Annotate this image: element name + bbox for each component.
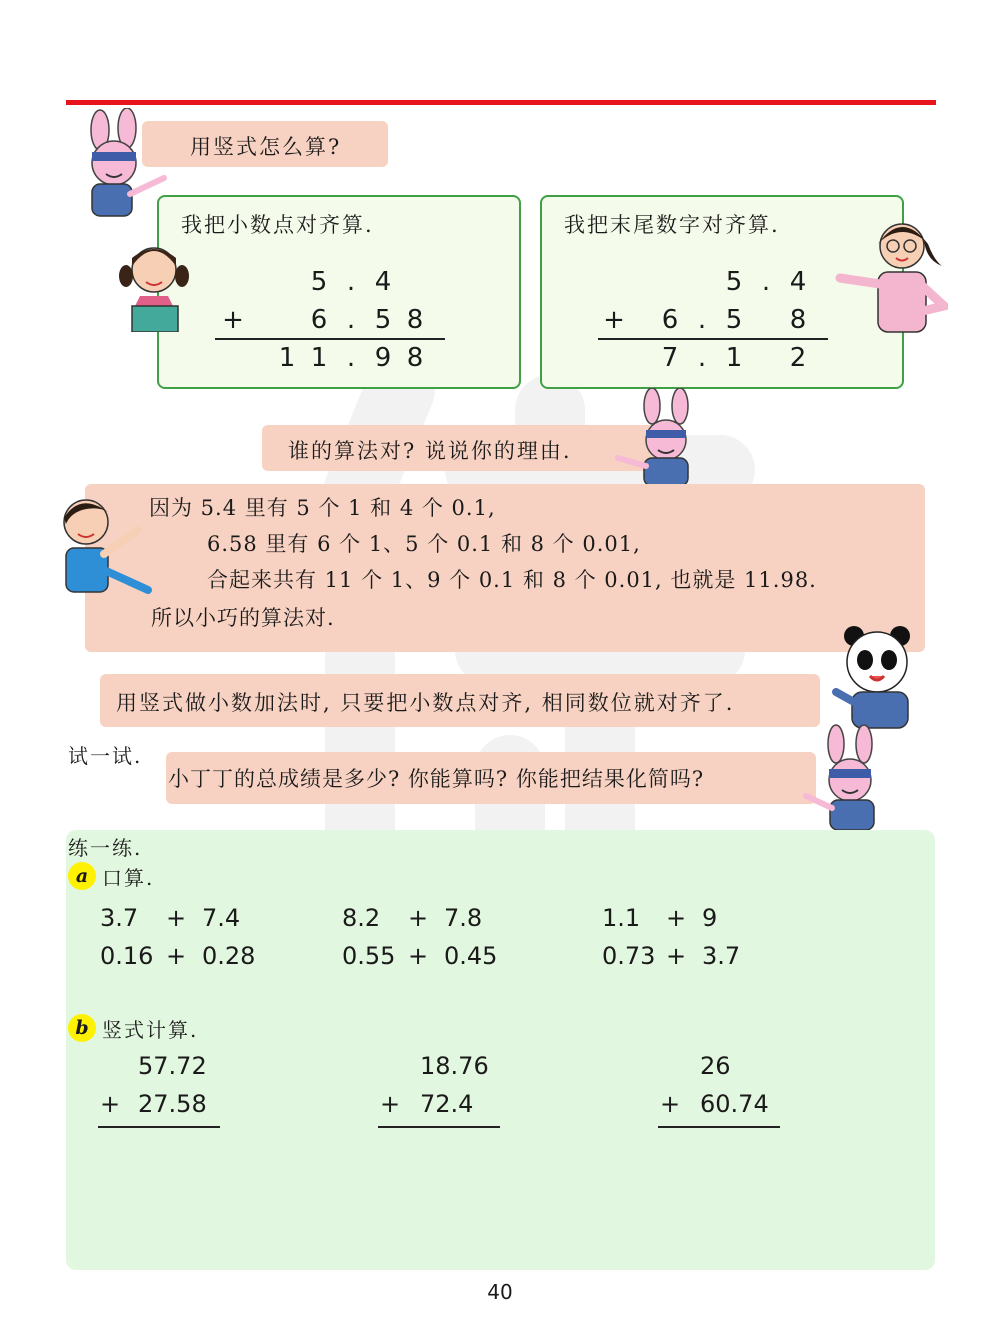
operand: 7.8 xyxy=(444,904,483,932)
operand: 1.1 xyxy=(602,904,641,932)
boy-character-icon xyxy=(52,490,154,602)
digit: 1 xyxy=(310,343,328,373)
digit: 8 xyxy=(406,343,424,373)
practice-section xyxy=(66,830,935,1270)
digit: 8 xyxy=(789,305,807,335)
operator: + xyxy=(166,942,187,970)
badge-b: b xyxy=(68,1014,96,1042)
operand: 0.16 xyxy=(100,942,154,970)
explanation-line: 所以小巧的算法对. xyxy=(151,606,335,630)
digit: 6 xyxy=(661,305,679,335)
digit: 5 xyxy=(374,305,392,335)
digit: . xyxy=(346,267,356,297)
mental-math-label: 口算. xyxy=(102,866,155,890)
decimal-point-aligned-panel xyxy=(157,195,521,389)
practice-label: 练一练. xyxy=(68,836,143,860)
vertical-calc-label: 竖式计算. xyxy=(102,1018,199,1042)
explanation-line: 因为 5.4 里有 5 个 1 和 4 个 0.1, xyxy=(149,496,496,520)
addend-bottom: 60.74 xyxy=(700,1090,769,1118)
operand: 7.4 xyxy=(202,904,241,932)
page-number: 40 xyxy=(487,1280,513,1304)
header-rule xyxy=(66,100,936,105)
left-panel-title: 我把小数点对齐算. xyxy=(181,213,374,237)
question-how-bubble: 用竖式怎么算? xyxy=(142,121,388,167)
digit: . xyxy=(346,343,356,373)
operand: 3.7 xyxy=(100,904,139,932)
operand: 0.73 xyxy=(602,942,656,970)
explanation-bubble xyxy=(85,484,925,652)
answer-line xyxy=(98,1126,220,1128)
addend-top: 18.76 xyxy=(420,1052,489,1080)
digit: . xyxy=(697,343,707,373)
digit: 8 xyxy=(406,305,424,335)
digit: 4 xyxy=(374,267,392,297)
digit: 9 xyxy=(374,343,392,373)
plus-sign: + xyxy=(222,305,244,335)
rule-bubble: 用竖式做小数加法时, 只要把小数点对齐, 相同数位就对齐了. xyxy=(100,674,820,727)
digit: 5 xyxy=(310,267,328,297)
operator: + xyxy=(166,904,187,932)
operand: 3.7 xyxy=(702,942,741,970)
operand: 0.28 xyxy=(202,942,256,970)
digit: 2 xyxy=(789,343,807,373)
digit: 6 xyxy=(310,305,328,335)
addend-bottom: 72.4 xyxy=(420,1090,474,1118)
explanation-line: 合起来共有 11 个 1、9 个 0.1 和 8 个 0.01, 也就是 11.98. xyxy=(207,568,817,592)
plus-sign: + xyxy=(603,305,625,335)
digit: 1 xyxy=(278,343,296,373)
try-label: 试一试. xyxy=(68,744,143,768)
digit: 5 xyxy=(725,305,743,335)
try-question-bubble: 小丁丁的总成绩是多少? 你能算吗? 你能把结果化简吗? xyxy=(166,752,816,804)
addend-bottom: 27.58 xyxy=(138,1090,207,1118)
operator: + xyxy=(380,1090,401,1118)
explanation-line: 6.58 里有 6 个 1、5 个 0.1 和 8 个 0.01, xyxy=(207,532,641,556)
answer-line xyxy=(658,1126,780,1128)
addend-top: 57.72 xyxy=(138,1052,207,1080)
sum-line xyxy=(215,338,445,340)
addend-top: 26 xyxy=(700,1052,731,1080)
rabbit-character-icon xyxy=(610,388,710,488)
digit: 4 xyxy=(789,267,807,297)
operator: + xyxy=(408,904,429,932)
digit: . xyxy=(697,305,707,335)
digit: . xyxy=(761,267,771,297)
rabbit-character-icon xyxy=(800,724,896,832)
operand: 9 xyxy=(702,904,718,932)
digit: 1 xyxy=(725,343,743,373)
operator: + xyxy=(666,904,687,932)
operator: + xyxy=(660,1090,681,1118)
operand: 0.45 xyxy=(444,942,498,970)
sum-line xyxy=(598,338,828,340)
operator: + xyxy=(666,942,687,970)
girl-with-glasses-icon xyxy=(830,210,948,334)
panda-character-icon xyxy=(830,622,924,730)
answer-line xyxy=(378,1126,500,1128)
digit: 5 xyxy=(725,267,743,297)
right-panel-title: 我把末尾数字对齐算. xyxy=(564,213,780,237)
badge-a: a xyxy=(68,862,96,890)
digit: 7 xyxy=(661,343,679,373)
girl-character-icon xyxy=(118,236,193,332)
digit: . xyxy=(346,305,356,335)
question-who-bubble: 谁的算法对? 说说你的理由. xyxy=(262,425,657,471)
operand: 8.2 xyxy=(342,904,381,932)
operator: + xyxy=(100,1090,121,1118)
operator: + xyxy=(408,942,429,970)
operand: 0.55 xyxy=(342,942,396,970)
